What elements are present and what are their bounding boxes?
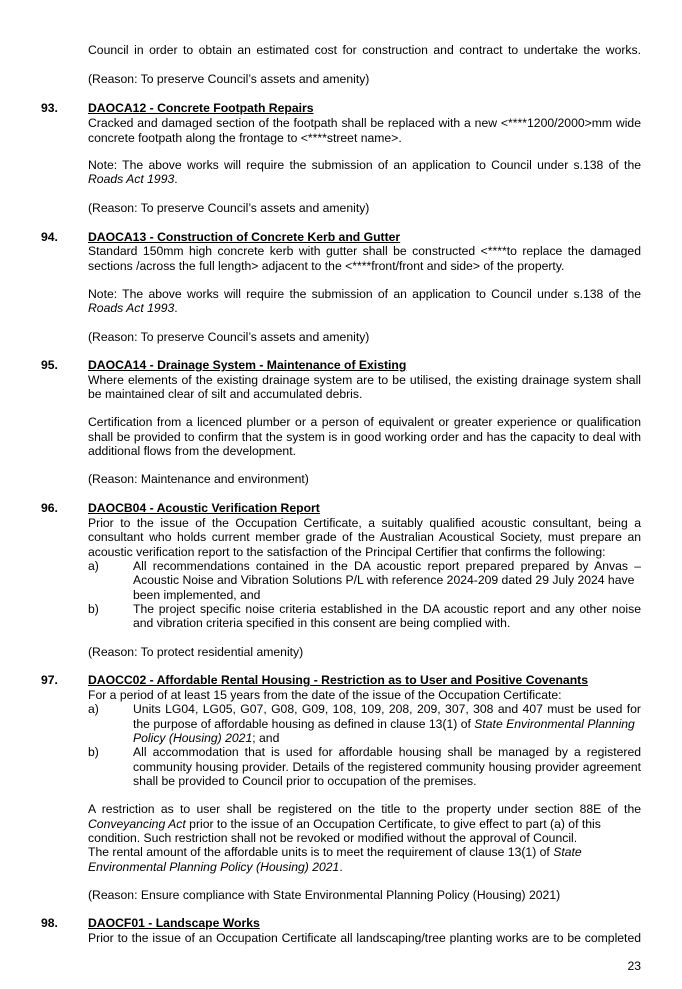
note-text: Roads Act 1993. <box>88 301 178 315</box>
note-text: Note: The above works will require the submission of an application to Council under s.138 of the <box>88 287 641 301</box>
act-name: Roads Act 1993 <box>88 301 175 315</box>
body-text: Certification from a licenced plumber or a person of equivalent or greater experience or qualification <box>88 415 641 429</box>
list-label: b) <box>88 602 99 616</box>
policy-name: State Environmental Planning <box>474 717 635 731</box>
policy-name: Policy (Housing) 2021 <box>133 731 253 745</box>
body-text: condition. Such restriction shall not be revoked or modified without the approval of Council. <box>88 831 578 845</box>
list-item-text: All recommendations contained in the DA acoustic report prepared prepared by Anvas – <box>133 559 641 573</box>
list-item-text: been implemented, and <box>133 588 261 602</box>
condition-heading: DAOCA13 - Construction of Concrete Kerb and Gutter <box>88 230 401 244</box>
condition-number: 96. <box>41 501 58 515</box>
act-name: Roads Act 1993 <box>88 172 175 186</box>
list-item-text: Units LG04, LG05, G07, G08, G09, 108, 109, 208, 209, 307, 308 and 407 must be used for <box>133 702 641 716</box>
act-name: Conveyancing Act <box>88 817 186 831</box>
reason-text: (Reason: To preserve Council’s assets and amenity) <box>88 330 370 344</box>
body-text: For a period of at least 15 years from the date of the issue of the Occupation Certificate: <box>88 688 562 702</box>
body-text: sections /across the full length> adjacent to the <****front/front and side> of the property. <box>88 259 565 273</box>
list-item-text: community housing provider. Details of the registered community housing provider agreement <box>133 760 641 774</box>
list-label: a) <box>88 559 99 573</box>
note-text: Note: The above works will require the submission of an application to Council under s.138 of the <box>88 158 641 172</box>
condition-number: 97. <box>41 673 58 687</box>
list-item-text: the purpose of affordable housing as defined in clause 13(1) of State Environmental Planning <box>133 717 635 731</box>
list-label: b) <box>88 745 99 759</box>
condition-number: 98. <box>41 916 58 930</box>
body-text: consultant who holds current member grade of the Australian Acoustical Society, must prepare an <box>88 530 641 544</box>
body-text: The rental amount of the affordable units is to meet the requirement of clause 13(1) of State <box>88 845 582 859</box>
list-item-text: All accommodation that is used for affordable housing shall be managed by a registered <box>133 745 641 759</box>
reason-text: (Reason: Ensure compliance with State Environmental Planning Policy (Housing) 2021) <box>88 888 561 902</box>
condition-heading: DAOCA12 - Concrete Footpath Repairs <box>88 101 314 115</box>
body-text: concrete footpath along the frontage to <****street name>. <box>88 131 402 145</box>
body-text: Conveyancing Act prior to the issue of an Occupation Certificate, to give effect to part (a) of this <box>88 817 601 831</box>
page-number: 23 <box>627 959 641 973</box>
condition-heading: DAOCB04 - Acoustic Verification Report <box>88 501 320 515</box>
condition-heading: DAOCC02 - Affordable Rental Housing - Restriction as to User and Positive Covenants <box>88 673 588 687</box>
policy-name: Environmental Planning Policy (Housing) 2021 <box>88 860 340 874</box>
body-text: A restriction as to user shall be registered on the title to the property under section 88E of the <box>88 802 641 816</box>
reason-text: (Reason: To preserve Council’s assets and amenity) <box>88 72 370 86</box>
list-item-text: and vibration criteria specified in this consent are being complied with. <box>133 616 511 630</box>
list-item-text: Policy (Housing) 2021; and <box>133 731 280 745</box>
policy-name: State <box>553 845 582 859</box>
reason-text: (Reason: To protect residential amenity) <box>88 645 304 659</box>
body-text: Cracked and damaged section of the footpath shall be replaced with a new <****1200/2000>mm wide <box>88 116 641 130</box>
note-text: Roads Act 1993. <box>88 172 178 186</box>
reason-text: (Reason: Maintenance and environment) <box>88 472 309 486</box>
condition-number: 93. <box>41 101 58 115</box>
body-text: Where elements of the existing drainage system are to be utilised, the existing drainage system shall <box>88 373 641 387</box>
condition-number: 95. <box>41 358 58 372</box>
list-item-text: shall be provided to Council prior to occupation of the premises. <box>133 774 477 788</box>
condition-number: 94. <box>41 230 58 244</box>
reason-text: (Reason: To preserve Council’s assets and amenity) <box>88 201 370 215</box>
body-text: Prior to the issue of an Occupation Certificate all landscaping/tree planting works are to be completed <box>88 931 641 945</box>
body-text: Environmental Planning Policy (Housing) 2021. <box>88 860 343 874</box>
body-text: be maintained clear of silt and accumulated debris. <box>88 387 363 401</box>
body-text: Council in order to obtain an estimated cost for construction and contract to undertake the works. <box>88 43 641 57</box>
list-item-text: The project specific noise criteria established in the DA acoustic report and any other noise <box>133 602 641 616</box>
list-item-text: Acoustic Noise and Vibration Solutions P/L with reference 2024-209 dated 29 July 2024 have <box>133 573 635 587</box>
body-text: Prior to the issue of the Occupation Certificate, a suitably qualified acoustic consultant, being a <box>88 516 641 530</box>
list-label: a) <box>88 702 99 716</box>
body-text: Standard 150mm high concrete kerb with gutter shall be constructed <****to replace the damaged <box>88 244 641 258</box>
condition-heading: DAOCF01 - Landscape Works <box>88 916 260 930</box>
condition-heading: DAOCA14 - Drainage System - Maintenance of Existing <box>88 358 407 372</box>
body-text: shall be provided to confirm that the system is in good working order and has the capacity to deal with <box>88 430 641 444</box>
body-text: acoustic verification report to the satisfaction of the Principal Certifier that confirms the following: <box>88 545 606 559</box>
body-text: additional flows from the development. <box>88 444 296 458</box>
